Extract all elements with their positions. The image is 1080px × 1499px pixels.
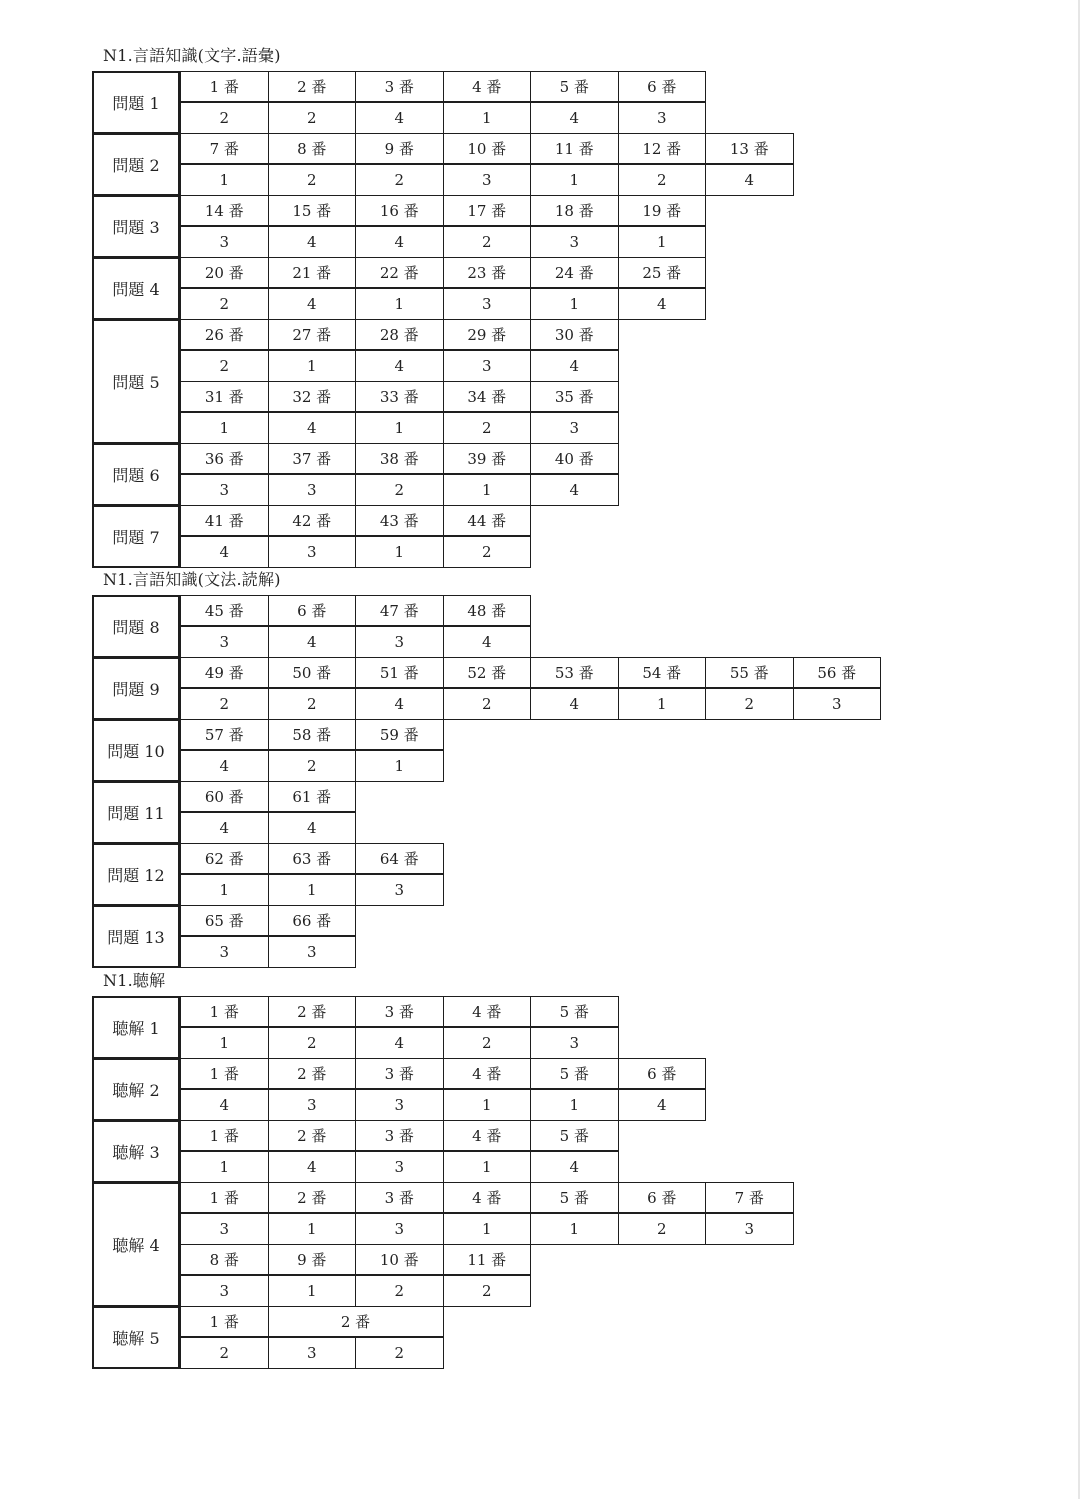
answer-cell: 2 (618, 165, 707, 196)
question-label: 聴解 2 (92, 1058, 180, 1121)
answer-cell: 2 (268, 103, 357, 134)
answer-cell: 1 (268, 1276, 357, 1307)
answer-cell: 2 (355, 1276, 444, 1307)
question-number-cell: 10 番 (355, 1244, 444, 1276)
question-number-cell: 3 番 (355, 996, 444, 1028)
question-number-cell: 16 番 (355, 195, 444, 227)
question-number-cell: 9 番 (268, 1244, 357, 1276)
question-number-cell: 49 番 (180, 657, 269, 689)
answer-cell: 3 (530, 1028, 619, 1059)
answer-cell: 2 (443, 537, 532, 568)
answer-cell: 1 (180, 1028, 269, 1059)
section-title: N1.聴解 (103, 971, 166, 990)
question-number-cell: 5 番 (530, 1058, 619, 1090)
question-number-cell: 42 番 (268, 505, 357, 537)
question-number-cell: 4 番 (443, 1182, 532, 1214)
answer-cell: 3 (705, 1214, 794, 1245)
answer-cell: 4 (180, 813, 269, 844)
answer-cell: 3 (268, 937, 357, 968)
answer-cell: 4 (268, 413, 357, 444)
answer-cell: 4 (618, 1090, 707, 1121)
question-number-cell: 29 番 (443, 319, 532, 351)
question-number-cell: 54 番 (618, 657, 707, 689)
answer-cell: 3 (268, 537, 357, 568)
question-label: 問題 3 (92, 195, 180, 258)
answer-cell: 1 (618, 689, 707, 720)
question-number-cell: 41 番 (180, 505, 269, 537)
question-number-cell: 1 番 (180, 1306, 269, 1338)
answer-cell: 2 (180, 1338, 269, 1369)
answer-cell: 3 (268, 1338, 357, 1369)
question-number-cell: 3 番 (355, 1182, 444, 1214)
question-number-cell: 11 番 (443, 1244, 532, 1276)
question-number-cell: 50 番 (268, 657, 357, 689)
question-number-cell: 13 番 (705, 133, 794, 165)
question-number-cell: 2 番 (268, 1120, 357, 1152)
question-number-cell: 27 番 (268, 319, 357, 351)
answer-cell: 3 (180, 627, 269, 658)
section-title: N1.言語知識(文法.読解) (103, 570, 281, 589)
question-number-cell: 15 番 (268, 195, 357, 227)
question-number-cell: 5 番 (530, 996, 619, 1028)
answer-cell: 1 (618, 227, 707, 258)
question-number-cell: 64 番 (355, 843, 444, 875)
question-number-cell: 37 番 (268, 443, 357, 475)
question-number-cell: 3 番 (355, 1120, 444, 1152)
answer-cell: 2 (180, 689, 269, 720)
question-number-cell: 8 番 (268, 133, 357, 165)
answer-cell: 4 (180, 1090, 269, 1121)
answer-cell: 2 (268, 751, 357, 782)
question-number-cell: 66 番 (268, 905, 357, 937)
answer-cell: 2 (355, 475, 444, 506)
answer-cell: 4 (355, 103, 444, 134)
question-number-cell: 25 番 (618, 257, 707, 289)
question-label: 問題 6 (92, 443, 180, 506)
answer-cell: 4 (355, 689, 444, 720)
answer-cell: 3 (530, 413, 619, 444)
question-number-cell: 4 番 (443, 71, 532, 103)
question-number-cell: 28 番 (355, 319, 444, 351)
question-number-cell: 17 番 (443, 195, 532, 227)
question-number-cell: 52 番 (443, 657, 532, 689)
answer-cell: 2 (180, 103, 269, 134)
question-number-cell: 35 番 (530, 381, 619, 413)
answer-cell: 3 (355, 875, 444, 906)
answer-cell: 3 (443, 289, 532, 320)
answer-cell: 2 (443, 413, 532, 444)
question-number-cell: 39 番 (443, 443, 532, 475)
question-number-cell: 1 番 (180, 1182, 269, 1214)
question-label: 問題 2 (92, 133, 180, 196)
question-number-cell: 6 番 (618, 1058, 707, 1090)
answer-cell: 4 (355, 227, 444, 258)
answer-cell: 2 (180, 289, 269, 320)
answer-cell: 4 (268, 813, 357, 844)
question-number-cell: 4 番 (443, 1120, 532, 1152)
answer-cell: 2 (705, 689, 794, 720)
answer-cell: 2 (443, 689, 532, 720)
answer-cell: 1 (355, 751, 444, 782)
answer-cell: 2 (268, 689, 357, 720)
question-number-cell: 1 番 (180, 996, 269, 1028)
question-number-cell: 6 番 (618, 71, 707, 103)
question-label: 問題 7 (92, 505, 180, 568)
answer-cell: 1 (355, 413, 444, 444)
question-number-cell: 7 番 (705, 1182, 794, 1214)
answer-cell: 1 (443, 103, 532, 134)
answer-cell: 2 (355, 165, 444, 196)
question-number-cell: 56 番 (793, 657, 882, 689)
question-number-cell: 63 番 (268, 843, 357, 875)
answer-cell: 1 (268, 1214, 357, 1245)
question-label: 問題 4 (92, 257, 180, 320)
question-number-cell: 19 番 (618, 195, 707, 227)
answer-cell: 4 (268, 227, 357, 258)
answer-cell: 2 (180, 351, 269, 382)
question-number-cell: 8 番 (180, 1244, 269, 1276)
answer-cell: 1 (443, 1152, 532, 1183)
question-number-cell: 14 番 (180, 195, 269, 227)
answer-cell: 3 (268, 1090, 357, 1121)
answer-cell: 4 (705, 165, 794, 196)
question-number-cell: 5 番 (530, 1182, 619, 1214)
answer-cell: 2 (443, 227, 532, 258)
question-number-cell: 20 番 (180, 257, 269, 289)
answer-cell: 1 (443, 475, 532, 506)
question-label: 聴解 4 (92, 1182, 180, 1307)
question-number-cell: 45 番 (180, 595, 269, 627)
question-number-cell: 2 番 (268, 1182, 357, 1214)
question-number-cell: 65 番 (180, 905, 269, 937)
answer-cell: 3 (443, 351, 532, 382)
answer-cell: 4 (180, 751, 269, 782)
question-number-cell: 34 番 (443, 381, 532, 413)
answer-cell: 1 (443, 1214, 532, 1245)
question-number-cell: 51 番 (355, 657, 444, 689)
answer-cell: 4 (443, 627, 532, 658)
answer-cell: 3 (530, 227, 619, 258)
answer-cell: 4 (268, 627, 357, 658)
answer-cell: 3 (355, 627, 444, 658)
question-number-cell: 47 番 (355, 595, 444, 627)
answer-cell: 3 (268, 475, 357, 506)
question-label: 聴解 1 (92, 996, 180, 1059)
answer-cell: 1 (355, 289, 444, 320)
question-label: 問題 12 (92, 843, 180, 906)
question-number-cell: 3 番 (355, 1058, 444, 1090)
answer-cell: 4 (530, 475, 619, 506)
question-number-cell: 44 番 (443, 505, 532, 537)
question-label: 問題 1 (92, 71, 180, 134)
question-number-cell: 31 番 (180, 381, 269, 413)
question-number-cell: 6 番 (268, 595, 357, 627)
answer-cell: 4 (268, 1152, 357, 1183)
answer-cell: 4 (268, 289, 357, 320)
question-number-cell: 3 番 (355, 71, 444, 103)
answer-cell: 3 (355, 1090, 444, 1121)
question-number-cell: 5 番 (530, 71, 619, 103)
question-number-cell: 1 番 (180, 1120, 269, 1152)
answer-cell: 3 (180, 1276, 269, 1307)
question-number-cell: 18 番 (530, 195, 619, 227)
question-number-cell: 30 番 (530, 319, 619, 351)
question-number-cell: 7 番 (180, 133, 269, 165)
question-number-cell: 26 番 (180, 319, 269, 351)
answer-cell: 1 (180, 413, 269, 444)
question-label: 問題 13 (92, 905, 180, 968)
question-number-cell: 10 番 (443, 133, 532, 165)
question-number-cell: 53 番 (530, 657, 619, 689)
question-number-cell: 4 番 (443, 1058, 532, 1090)
question-number-cell: 36 番 (180, 443, 269, 475)
question-number-cell: 1 番 (180, 1058, 269, 1090)
question-number-cell: 22 番 (355, 257, 444, 289)
answer-cell: 3 (355, 1152, 444, 1183)
answer-cell: 1 (530, 289, 619, 320)
question-number-cell: 2 番 (268, 1306, 444, 1338)
question-number-cell: 38 番 (355, 443, 444, 475)
answer-cell: 4 (530, 689, 619, 720)
answer-cell: 2 (618, 1214, 707, 1245)
answer-cell: 4 (618, 289, 707, 320)
answer-cell: 3 (793, 689, 882, 720)
question-number-cell: 2 番 (268, 71, 357, 103)
answer-cell: 4 (530, 351, 619, 382)
answer-cell: 1 (180, 875, 269, 906)
question-number-cell: 40 番 (530, 443, 619, 475)
answer-cell: 4 (530, 103, 619, 134)
answer-cell: 4 (355, 1028, 444, 1059)
answer-cell: 3 (180, 1214, 269, 1245)
question-number-cell: 62 番 (180, 843, 269, 875)
answer-cell: 3 (355, 1214, 444, 1245)
question-label: 問題 11 (92, 781, 180, 844)
question-number-cell: 6 番 (618, 1182, 707, 1214)
question-number-cell: 60 番 (180, 781, 269, 813)
question-number-cell: 12 番 (618, 133, 707, 165)
answer-cell: 2 (443, 1276, 532, 1307)
question-number-cell: 24 番 (530, 257, 619, 289)
question-number-cell: 57 番 (180, 719, 269, 751)
question-number-cell: 32 番 (268, 381, 357, 413)
question-number-cell: 2 番 (268, 1058, 357, 1090)
answer-cell: 3 (180, 227, 269, 258)
answer-cell: 4 (530, 1152, 619, 1183)
answer-cell: 1 (355, 537, 444, 568)
question-label: 問題 5 (92, 319, 180, 444)
answer-cell: 2 (355, 1338, 444, 1369)
answer-cell: 2 (268, 1028, 357, 1059)
answer-cell: 3 (618, 103, 707, 134)
question-number-cell: 48 番 (443, 595, 532, 627)
question-label: 問題 10 (92, 719, 180, 782)
question-number-cell: 61 番 (268, 781, 357, 813)
question-label: 問題 9 (92, 657, 180, 720)
answer-cell: 1 (268, 351, 357, 382)
question-number-cell: 23 番 (443, 257, 532, 289)
section-title: N1.言語知識(文字.語彙) (103, 46, 281, 65)
answer-cell: 1 (530, 1090, 619, 1121)
answer-cell: 1 (180, 1152, 269, 1183)
question-number-cell: 4 番 (443, 996, 532, 1028)
answer-cell: 3 (180, 475, 269, 506)
question-number-cell: 58 番 (268, 719, 357, 751)
answer-cell: 4 (180, 537, 269, 568)
answer-cell: 1 (530, 165, 619, 196)
answer-cell: 1 (268, 875, 357, 906)
answer-cell: 1 (443, 1090, 532, 1121)
answer-cell: 3 (180, 937, 269, 968)
question-number-cell: 9 番 (355, 133, 444, 165)
question-number-cell: 2 番 (268, 996, 357, 1028)
answer-cell: 1 (530, 1214, 619, 1245)
question-number-cell: 5 番 (530, 1120, 619, 1152)
question-number-cell: 11 番 (530, 133, 619, 165)
question-number-cell: 1 番 (180, 71, 269, 103)
question-label: 聴解 5 (92, 1306, 180, 1369)
answer-cell: 2 (443, 1028, 532, 1059)
question-label: 問題 8 (92, 595, 180, 658)
answer-cell: 4 (355, 351, 444, 382)
answer-cell: 2 (268, 165, 357, 196)
question-label: 聴解 3 (92, 1120, 180, 1183)
answer-cell: 1 (180, 165, 269, 196)
answer-cell: 3 (443, 165, 532, 196)
question-number-cell: 33 番 (355, 381, 444, 413)
question-number-cell: 21 番 (268, 257, 357, 289)
question-number-cell: 55 番 (705, 657, 794, 689)
question-number-cell: 59 番 (355, 719, 444, 751)
question-number-cell: 43 番 (355, 505, 444, 537)
